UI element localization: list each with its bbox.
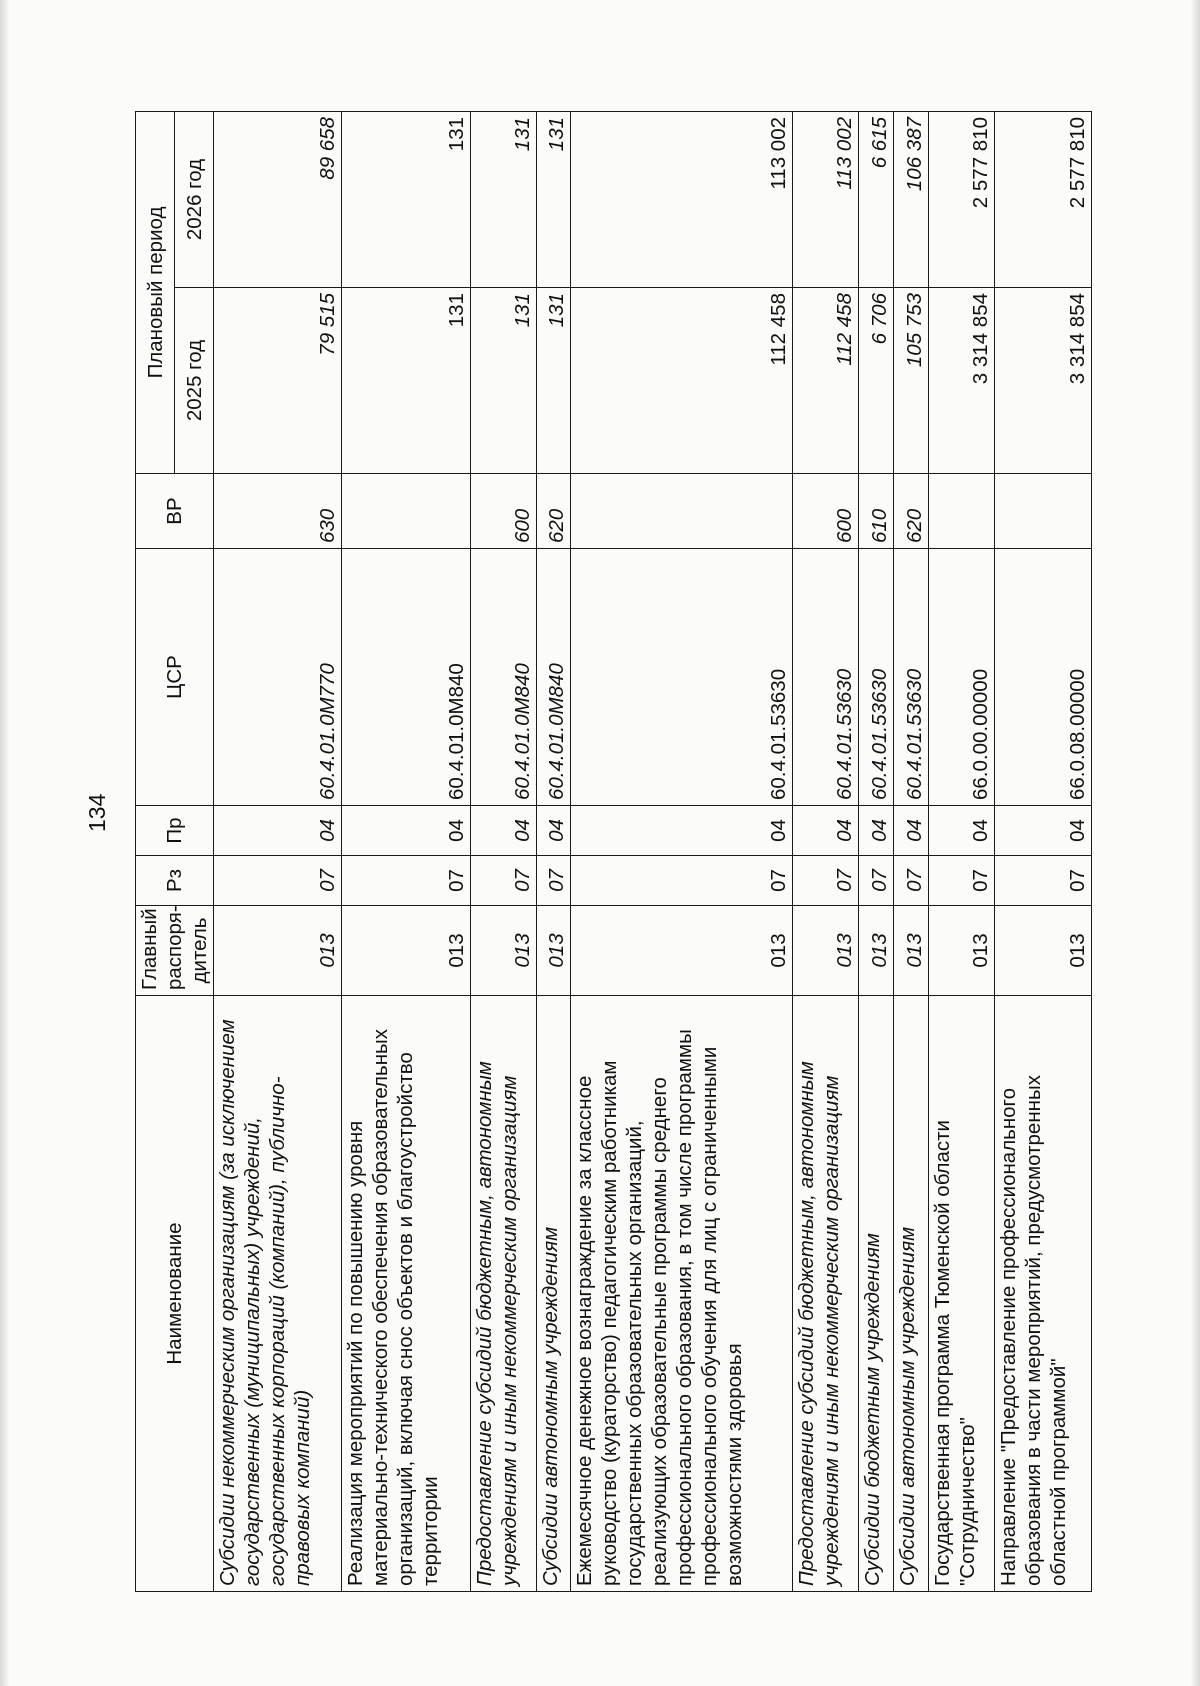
cell-2026: 113 002 xyxy=(793,111,859,287)
header-vr: ВР xyxy=(136,474,214,549)
cell-name: Предоставление субсидий бюджетным, автономным учреждениям и иным некоммерческим организациям xyxy=(793,996,859,1592)
cell-2025: 112 458 xyxy=(571,288,793,474)
cell-admin: 013 xyxy=(859,906,894,996)
table-row xyxy=(859,111,894,1591)
cell-vr: 630 xyxy=(214,474,342,549)
cell-name: Государственная программа Тюменской области "Сотрудничество" xyxy=(928,996,994,1592)
cell-csr: 66.0.00.00000 xyxy=(928,549,994,806)
cell-vr: 620 xyxy=(893,474,928,549)
header-name: Наименование xyxy=(136,996,214,1592)
cell-csr: 60.4.01.0М770 xyxy=(214,549,342,806)
cell-vr xyxy=(928,474,994,549)
cell-2026: 89 658 xyxy=(214,111,342,287)
cell-rz: 07 xyxy=(342,856,470,906)
table-row xyxy=(470,111,536,1591)
cell-2026: 2 577 810 xyxy=(928,111,994,287)
cell-csr: 60.4.01.53630 xyxy=(859,549,894,806)
cell-admin: 013 xyxy=(893,906,928,996)
cell-name: Субсидии автономным учреждениям xyxy=(893,996,928,1592)
cell-csr: 60.4.01.0М840 xyxy=(470,549,536,806)
cell-2025: 131 xyxy=(470,288,536,474)
cell-pr: 04 xyxy=(342,806,470,856)
cell-2025: 6 706 xyxy=(859,288,894,474)
cell-2025: 112 458 xyxy=(793,288,859,474)
header-2025: 2025 год xyxy=(175,288,214,474)
cell-2025: 79 515 xyxy=(214,288,342,474)
cell-rz: 07 xyxy=(571,856,793,906)
table-body xyxy=(214,111,1092,1591)
table-row xyxy=(893,111,928,1591)
cell-2025: 131 xyxy=(536,288,571,474)
cell-rz: 07 xyxy=(536,856,571,906)
cell-csr: 60.4.01.53630 xyxy=(793,549,859,806)
cell-2026: 131 xyxy=(342,111,470,287)
cell-vr xyxy=(994,474,1091,549)
cell-pr: 04 xyxy=(793,806,859,856)
cell-pr: 04 xyxy=(536,806,571,856)
cell-admin: 013 xyxy=(928,906,994,996)
cell-vr: 600 xyxy=(470,474,536,549)
cell-pr: 04 xyxy=(571,806,793,856)
cell-pr: 04 xyxy=(994,806,1091,856)
cell-rz: 07 xyxy=(793,856,859,906)
header-rz: Рз xyxy=(136,856,214,906)
cell-name: Субсидии некоммерческим организациям (за исключением государственных (муниципальных) учреждений, государственных корпораций (компаний), публично-правовых компаний) xyxy=(214,996,342,1592)
cell-admin: 013 xyxy=(342,906,470,996)
cell-csr: 60.4.01.0М840 xyxy=(342,549,470,806)
header-csr: ЦСР xyxy=(136,549,214,806)
page-number: 134 xyxy=(84,793,110,832)
header-row-1 xyxy=(136,111,175,1591)
header-2026: 2026 год xyxy=(175,111,214,287)
cell-2025: 3 314 854 xyxy=(994,288,1091,474)
cell-name: Направление "Предоставление профессионального образования в части мероприятий, предусмотренных областной программой" xyxy=(994,996,1091,1592)
header-plan-period: Плановый период xyxy=(136,111,175,473)
rotated-table-container xyxy=(135,112,1089,1592)
cell-rz: 07 xyxy=(994,856,1091,906)
table-row xyxy=(793,111,859,1591)
table-row xyxy=(571,111,793,1591)
table-row xyxy=(342,111,470,1591)
scan-edge-left xyxy=(0,0,10,1686)
cell-pr: 04 xyxy=(928,806,994,856)
cell-2026: 131 xyxy=(536,111,571,287)
table-row xyxy=(928,111,994,1591)
cell-vr: 620 xyxy=(536,474,571,549)
cell-rz: 07 xyxy=(859,856,894,906)
cell-admin: 013 xyxy=(470,906,536,996)
cell-vr: 610 xyxy=(859,474,894,549)
table-row xyxy=(994,111,1091,1591)
header-pr: Пр xyxy=(136,806,214,856)
cell-name: Реализация мероприятий по повышению уровня материально-технического обеспечения образовательных организаций, включая снос объектов и благоустройство территории xyxy=(342,996,470,1592)
cell-rz: 07 xyxy=(893,856,928,906)
scan-edge-right xyxy=(1190,0,1200,1686)
table-row xyxy=(214,111,342,1591)
cell-name: Субсидии бюджетным учреждениям xyxy=(859,996,894,1592)
cell-name: Субсидии автономным учреждениям xyxy=(536,996,571,1592)
cell-rz: 07 xyxy=(470,856,536,906)
cell-2026: 113 002 xyxy=(571,111,793,287)
cell-2026: 6 615 xyxy=(859,111,894,287)
cell-admin: 013 xyxy=(793,906,859,996)
cell-csr: 60.4.01.53630 xyxy=(571,549,793,806)
cell-admin: 013 xyxy=(571,906,793,996)
cell-rz: 07 xyxy=(928,856,994,906)
cell-csr: 60.4.01.0М840 xyxy=(536,549,571,806)
cell-2025: 3 314 854 xyxy=(928,288,994,474)
cell-admin: 013 xyxy=(536,906,571,996)
cell-admin: 013 xyxy=(214,906,342,996)
cell-vr: 600 xyxy=(793,474,859,549)
header-admin: Главный распоря-дитель xyxy=(136,906,214,996)
cell-name: Ежемесячное денежное вознаграждение за классное руководство (кураторство) педагогическим работникам государственных образовательных организаций, реализующих образовательные программы среднего профессионального образования, в том числе программы профессионального обучения для лиц с ограниченными возможностями здоровья xyxy=(571,996,793,1592)
cell-2026: 2 577 810 xyxy=(994,111,1091,287)
cell-2026: 131 xyxy=(470,111,536,287)
cell-pr: 04 xyxy=(214,806,342,856)
cell-2025: 131 xyxy=(342,288,470,474)
cell-2026: 106 387 xyxy=(893,111,928,287)
cell-vr xyxy=(342,474,470,549)
cell-2025: 105 753 xyxy=(893,288,928,474)
cell-name: Предоставление субсидий бюджетным, автономным учреждениям и иным некоммерческим организациям xyxy=(470,996,536,1592)
cell-admin: 013 xyxy=(994,906,1091,996)
cell-pr: 04 xyxy=(470,806,536,856)
cell-vr xyxy=(571,474,793,549)
cell-csr: 60.4.01.53630 xyxy=(893,549,928,806)
cell-csr: 66.0.08.00000 xyxy=(994,549,1091,806)
cell-rz: 07 xyxy=(214,856,342,906)
cell-pr: 04 xyxy=(893,806,928,856)
budget-table xyxy=(135,111,1092,1592)
cell-pr: 04 xyxy=(859,806,894,856)
table-row xyxy=(536,111,571,1591)
